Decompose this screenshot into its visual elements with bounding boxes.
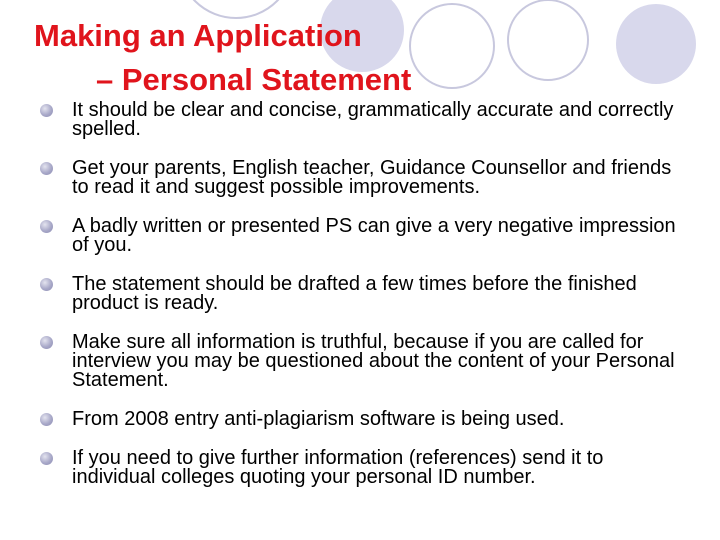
bullet-text: A badly written or presented PS can give a very negative impression of you. bbox=[72, 215, 676, 256]
bullet-dot-icon bbox=[40, 104, 53, 117]
bullet-dot-icon bbox=[40, 278, 53, 291]
bullet-dot-icon bbox=[40, 452, 53, 465]
bullet-text: Make sure all information is truthful, because if you are called for interview you may be questioned about the content of your Personal Statement. bbox=[72, 331, 675, 391]
bullet-dot-icon bbox=[40, 413, 53, 426]
slide-title-line-2: – Personal Statement bbox=[96, 62, 412, 97]
bullet-item bbox=[40, 217, 680, 255]
bullet-list bbox=[40, 101, 680, 507]
bullet-item bbox=[40, 410, 680, 429]
bullet-item bbox=[40, 275, 680, 313]
slide-title bbox=[34, 14, 411, 102]
deco-circle-filled bbox=[616, 4, 696, 84]
bullet-item bbox=[40, 333, 680, 390]
bullet-text: If you need to give further information (references) send it to individual colleges quoting your personal ID number. bbox=[72, 447, 604, 488]
bullet-text: From 2008 entry anti-plagiarism software is being used. bbox=[72, 408, 565, 430]
bullet-item bbox=[40, 159, 680, 197]
bullet-dot-icon bbox=[40, 336, 53, 349]
bullet-item bbox=[40, 101, 680, 139]
slide-title-line-1: Making an Application bbox=[34, 18, 362, 53]
deco-circle-outline bbox=[410, 4, 494, 88]
bullet-item bbox=[40, 449, 680, 487]
bullet-text: The statement should be drafted a few times before the finished product is ready. bbox=[72, 273, 637, 314]
bullet-text: Get your parents, English teacher, Guidance Counsellor and friends to read it and suggest possible improvements. bbox=[72, 157, 672, 198]
bullet-text: It should be clear and concise, grammatically accurate and correctly spelled. bbox=[72, 99, 674, 140]
deco-circle-outline bbox=[508, 0, 588, 80]
bullet-dot-icon bbox=[40, 220, 53, 233]
bullet-dot-icon bbox=[40, 162, 53, 175]
